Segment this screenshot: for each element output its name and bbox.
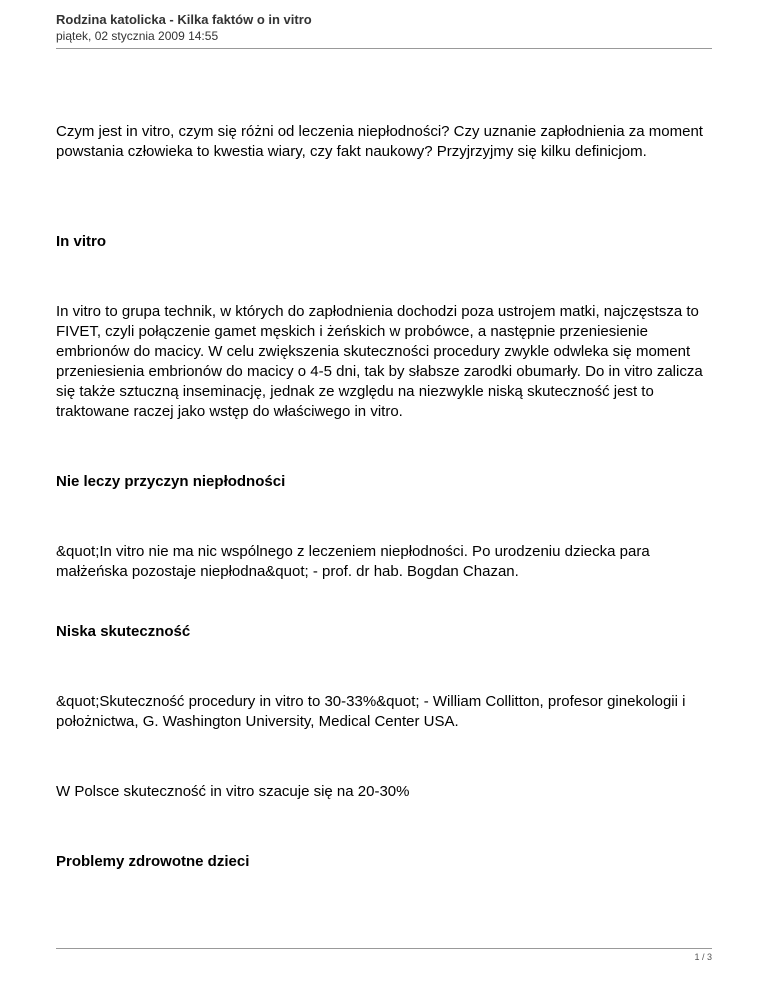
section-heading-in-vitro: In vitro: [56, 233, 107, 250]
section-heading-nie-leczy: Nie leczy przyczyn niepłodności: [56, 473, 286, 490]
header-divider: [56, 48, 712, 49]
section-heading-problemy: Problemy zdrowotne dzieci: [56, 853, 250, 870]
footer-divider: [56, 948, 712, 949]
collitton-quote-paragraph: [56, 692, 718, 732]
poland-statistic-text: W Polsce skuteczność in vitro szacuje się na 20-30%: [56, 783, 410, 800]
page-header: [56, 12, 712, 44]
in-vitro-paragraph: [56, 302, 718, 422]
in-vitro-text: In vitro to grupa technik, w których do zapłodnienia dochodzi poza ustrojem matki, najczęstsza to FIVET, czyli połączenie gamet męskich i żeńskich w probówce, a następnie przeniesienie embrionów do macicy. W celu zwiększenia skuteczności procedury zwykle odwleka się moment przeniesienia embrionów do macicy o 4-5 dni, tak by słabsze zarodki obumarły. Do in vitro zalicza się także sztuczną inseminację, jednak ze względu na niezwykle niską skuteczność jest to traktowane raczej jako wstęp do właściwego in vitro.: [56, 303, 703, 420]
section-heading-skutecznosc: Niska skuteczność: [56, 623, 191, 640]
intro-text: Czym jest in vitro, czym się różni od leczenia niepłodności? Czy uznanie zapłodnienia za moment powstania człowieka to kwestia wiary, czy fakt naukowy? Przyjrzyjmy się kilku definicjom.: [56, 123, 703, 160]
document-title: Rodzina katolicka - Kilka faktów o in vitro: [56, 12, 312, 27]
intro-paragraph: [56, 122, 718, 162]
chazan-quote-text: &quot;In vitro nie ma nic wspólnego z leczeniem niepłodności. Po urodzeniu dziecka para małżeńska pozostaje niepłodna&quot; - prof. dr hab. Bogdan Chazan.: [56, 543, 650, 580]
poland-statistic-paragraph: [56, 782, 718, 802]
publication-date: piątek, 02 stycznia 2009 14:55: [56, 29, 219, 43]
page-number: 1 / 3: [694, 952, 712, 962]
collitton-quote-text: &quot;Skuteczność procedury in vitro to 30-33%&quot; - William Collitton, profesor ginekologii i położnictwa, G. Washington University, Medical Center USA.: [56, 693, 686, 730]
chazan-quote-paragraph: [56, 542, 718, 582]
